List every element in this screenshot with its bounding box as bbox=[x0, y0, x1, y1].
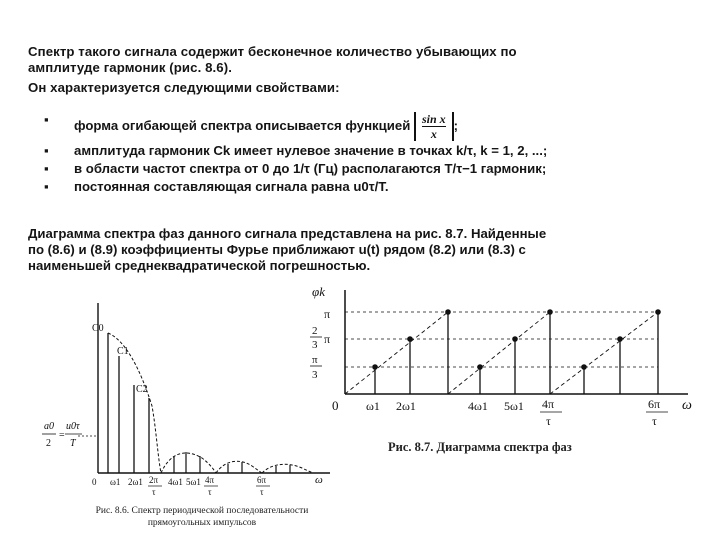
dc-a0: a0 bbox=[44, 421, 54, 432]
phase-point bbox=[477, 364, 483, 370]
tick-tau: τ bbox=[208, 487, 212, 497]
bullet-marker: ▪ bbox=[44, 112, 49, 127]
tick-2w1: 2ω1 bbox=[128, 477, 143, 487]
bullet-marker: ▪ bbox=[44, 179, 49, 194]
phase-point bbox=[581, 364, 587, 370]
spectrum-lobe bbox=[262, 464, 313, 473]
figure-8-7-caption: Рис. 8.7. Диаграмма спектра фаз bbox=[388, 440, 572, 454]
bullet-text: постоянная составляющая сигнала равна u0τ/T. bbox=[74, 179, 389, 194]
formula-tail: ; bbox=[453, 117, 459, 133]
tick-w1: ω1 bbox=[366, 399, 380, 413]
caption-line: прямоугольных импульсов bbox=[147, 518, 257, 528]
list-item bbox=[44, 179, 564, 195]
list-item bbox=[44, 143, 564, 159]
formula-numerator: sin x bbox=[421, 112, 446, 126]
list-item bbox=[44, 161, 564, 177]
axis-omega: ω bbox=[315, 474, 323, 486]
tick-w1: ω1 bbox=[110, 477, 121, 487]
phase-point bbox=[372, 364, 378, 370]
tick-2pi: 2π bbox=[149, 475, 159, 485]
axis-phi: φk bbox=[312, 284, 325, 299]
tick-4w1: 4ω1 bbox=[468, 399, 488, 413]
tick-5w1: 5ω1 bbox=[186, 477, 201, 487]
phase-point bbox=[407, 336, 413, 342]
bullet-text: амплитуда гармоник Ck имеет нулевое значение в точках k/τ, k = 1, 2, ...; bbox=[74, 143, 548, 158]
bullet-text: форма огибающей спектра описывается функцией bbox=[74, 117, 411, 133]
phase-point bbox=[445, 309, 451, 315]
list-item bbox=[44, 112, 564, 141]
ylabel-3: 3 bbox=[312, 369, 318, 381]
bullet-marker: ▪ bbox=[44, 143, 49, 158]
bullet-text: в области частот спектра от 0 до 1/τ (Гц) располагаются T/τ−1 гармоник; bbox=[74, 161, 547, 176]
dc-u0tau: u0τ bbox=[66, 421, 80, 432]
tick-zero: 0 bbox=[92, 477, 97, 487]
figure-phase-spectrum bbox=[300, 282, 700, 432]
tick-4pi: 4π bbox=[542, 397, 555, 411]
figure-amplitude-spectrum bbox=[30, 288, 330, 508]
figure-8-6-caption bbox=[62, 505, 342, 529]
paragraph-properties-intro: Он характеризуется следующими свойствами: bbox=[28, 80, 340, 95]
phase-point bbox=[512, 336, 518, 342]
paragraph-phase-spectrum: Диаграмма спектра фаз данного сигнала представлена на рис. 8.7. Найденные по (8.6) и (8.9) коэффициенты Фурье приближают u(t) рядом (8.2) или (8.3) с наименьшей среднеквадратической погрешностью. bbox=[28, 226, 547, 273]
caption-line: Рис. 8.6. Спектр периодической последовательности bbox=[95, 506, 309, 516]
phase-ramp bbox=[345, 312, 448, 394]
tick-6pi: 6π bbox=[257, 475, 267, 485]
paragraph-spectrum-intro: Спектр такого сигнала содержит бесконечное количество убывающих по амплитуде гармоник (рис. 8.6). bbox=[28, 44, 517, 75]
properties-list bbox=[44, 108, 564, 197]
tick-tau: τ bbox=[260, 487, 264, 497]
tick-tau: τ bbox=[152, 487, 156, 497]
dc-2: 2 bbox=[46, 438, 51, 449]
dc-T: T bbox=[70, 438, 76, 449]
tick-5w1: 5ω1 bbox=[504, 399, 524, 413]
phase-point bbox=[655, 309, 661, 315]
axis-omega: ω bbox=[682, 398, 692, 413]
tick-2w1: 2ω1 bbox=[396, 399, 416, 413]
label-c2: C2 bbox=[136, 384, 148, 395]
phase-point bbox=[617, 336, 623, 342]
formula-denominator: x bbox=[430, 127, 437, 141]
spectrum-lobe bbox=[216, 461, 262, 473]
spectrum-lobe bbox=[161, 453, 216, 473]
sinc-formula bbox=[414, 112, 454, 141]
tick-zero: 0 bbox=[332, 398, 339, 413]
tick-6pi: 6π bbox=[648, 397, 661, 411]
phase-ramp bbox=[550, 312, 658, 394]
tick-tau: τ bbox=[546, 414, 551, 428]
tick-4w1: 4ω1 bbox=[168, 477, 183, 487]
label-c0: C0 bbox=[92, 323, 104, 334]
label-c1: C1 bbox=[117, 346, 129, 357]
ylabel-2: 2 bbox=[312, 325, 318, 337]
dc-eq: = bbox=[59, 430, 65, 441]
ylabel-pi: π bbox=[312, 354, 318, 366]
ylabel-3: 3 bbox=[312, 339, 318, 351]
tick-4pi: 4π bbox=[205, 475, 215, 485]
tick-tau: τ bbox=[652, 414, 657, 428]
phase-point bbox=[547, 309, 553, 315]
bullet-marker: ▪ bbox=[44, 161, 49, 176]
ylabel-pi: π bbox=[324, 332, 331, 346]
ylabel-pi: π bbox=[324, 307, 331, 321]
phase-ramp bbox=[448, 312, 550, 394]
